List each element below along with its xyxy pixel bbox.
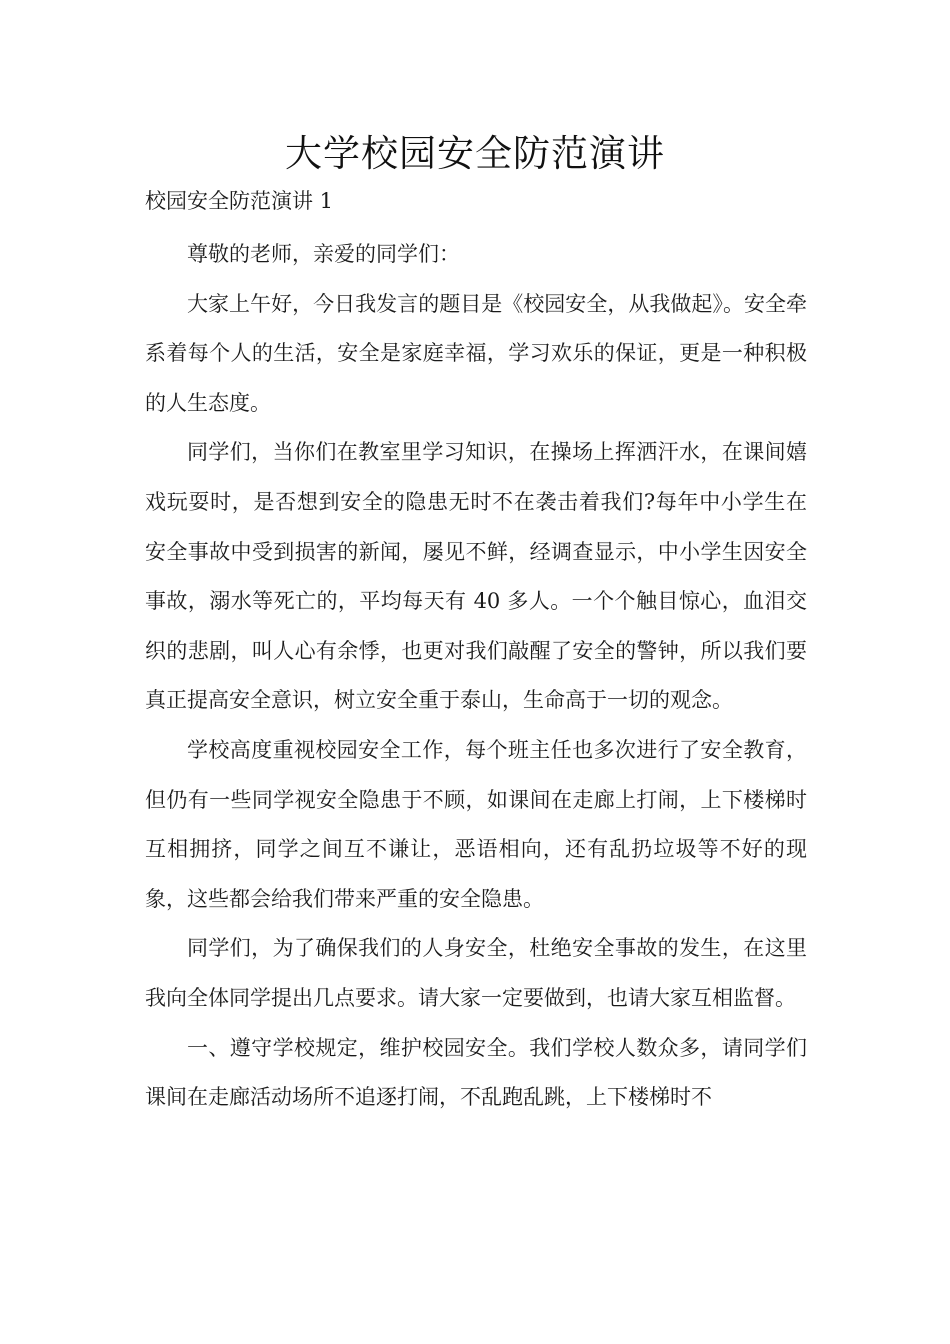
document-body (145, 230, 807, 1123)
paragraph: 大家上午好，今日我发言的题目是《校园安全，从我做起》。安全牵系着每个人的生活，安全是家庭幸福，学习欢乐的保证，更是一种积极的人生态度。 (145, 291, 807, 415)
paragraph: 学校高度重视校园安全工作，每个班主任也多次进行了安全教育，但仍有一些同学视安全隐患于不顾，如课间在走廊上打闹，上下楼梯时互相拥挤，同学之间互不谦让，恶语相向，还有乱扔垃圾等不好的现象，这些都会给我们带来严重的安全隐患。 (145, 737, 807, 911)
paragraph: 尊敬的老师，亲爱的同学们： (187, 242, 460, 266)
paragraph: 同学们，为了确保我们的人身安全，杜绝安全事故的发生，在这里我向全体同学提出几点要求。请大家一定要做到，也请大家互相监督。 (145, 936, 807, 1010)
document-title: 大学校园安全防范演讲 (285, 132, 665, 175)
paragraph: 同学们，当你们在教室里学习知识，在操场上挥洒汗水，在课间嬉戏玩耍时，是否想到安全的隐患无时不在袭击着我们?每年中小学生在安全事故中受到损害的新闻，屡见不鲜，经调查显示，中小学生因安全事故，溺水等死亡的，平均每天有 40 多人。一个个触目惊心，血泪交织的悲剧，叫人心有余悸，也更对我们敲醒了安全的警钟，所以我们要真正提高安全意识，树立安全重于泰山，生命高于一切的观念。 (145, 440, 807, 713)
section-heading: 校园安全防范演讲 1 (145, 189, 334, 213)
paragraph: 一、遵守学校规定，维护校园安全。我们学校人数众多，请同学们课间在走廊活动场所不追逐打闹，不乱跑乱跳，上下楼梯时不 (145, 1035, 807, 1110)
